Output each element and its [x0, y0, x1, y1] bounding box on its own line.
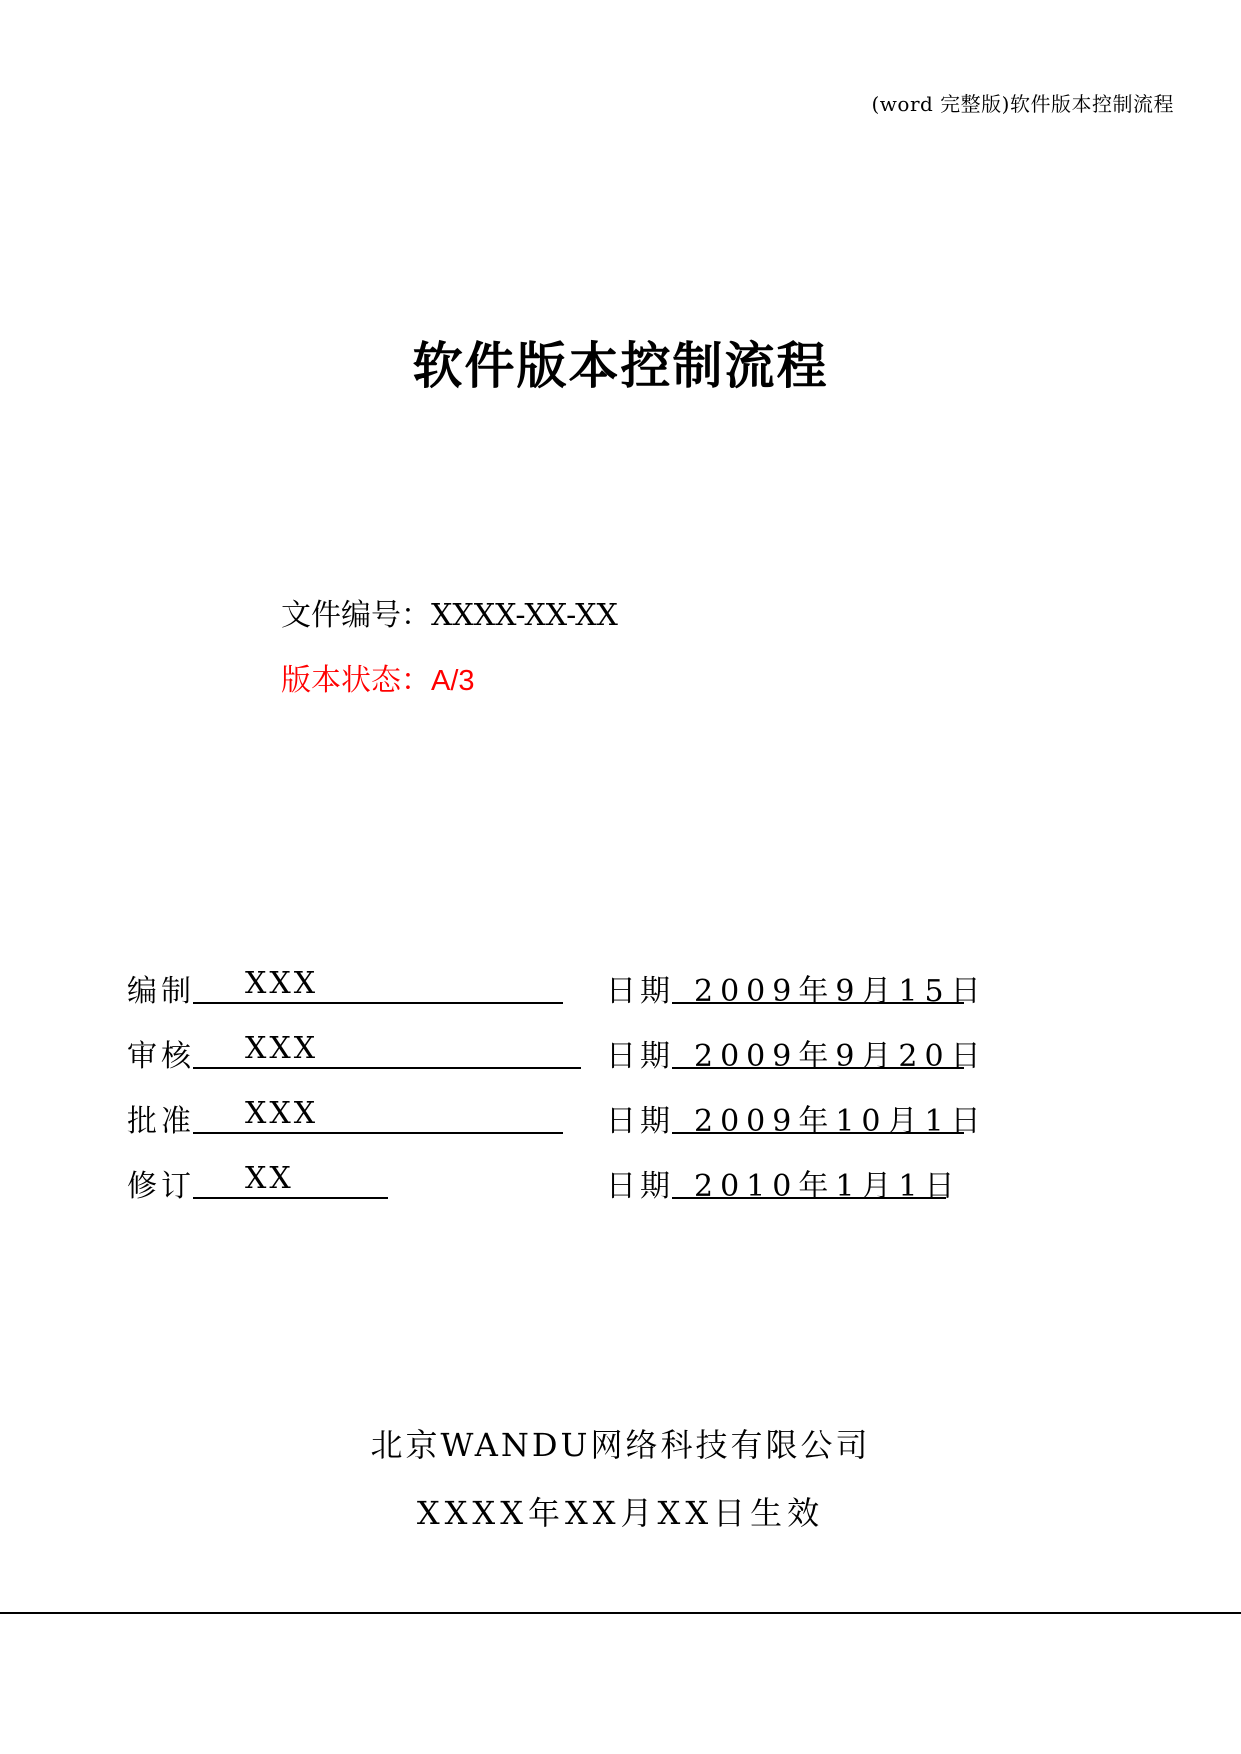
- version-status-value: A/3: [431, 665, 475, 697]
- signoff-date-label: 日期: [606, 1039, 674, 1074]
- doc-number-value: XXXX-XX-XX: [431, 598, 618, 633]
- signoff-role-label: 审核: [127, 1039, 195, 1074]
- signoff-date-label: 日期: [606, 1104, 674, 1139]
- version-status-label: 版本状态：: [281, 663, 431, 698]
- signoff-role-value: XXX: [193, 1031, 581, 1069]
- signoff-role-label: 编制: [127, 974, 195, 1009]
- signoff-date-label: 日期: [606, 1169, 674, 1204]
- signoff-date-value: 2009年10月1日: [672, 1096, 964, 1134]
- signoff-role-value: XXX: [193, 1096, 563, 1134]
- company-name: 北京WANDU网络科技有限公司: [370, 1426, 871, 1464]
- document-title: 软件版本控制流程: [412, 337, 829, 395]
- doc-number-label: 文件编号：: [281, 598, 431, 633]
- running-header: (word 完整版)软件版本控制流程: [871, 92, 1174, 116]
- signoff-date-value: 2009年9月20日: [672, 1031, 964, 1069]
- signoff-date-label: 日期: [606, 974, 674, 1009]
- signoff-date-value: 2010年1月1日: [672, 1161, 946, 1199]
- signoff-role-value: XX: [193, 1161, 388, 1199]
- signoff-role-value: XXX: [193, 966, 563, 1004]
- effective-date: XXXX年XX月XX日生效: [416, 1494, 825, 1532]
- footer-divider: [0, 1612, 1241, 1614]
- doc-number-line: [281, 590, 618, 634]
- version-status-line: [281, 655, 475, 699]
- signoff-date-value: 2009年9月15日: [672, 966, 964, 1004]
- signoff-role-label: 批准: [127, 1104, 195, 1139]
- signoff-role-label: 修订: [127, 1169, 195, 1204]
